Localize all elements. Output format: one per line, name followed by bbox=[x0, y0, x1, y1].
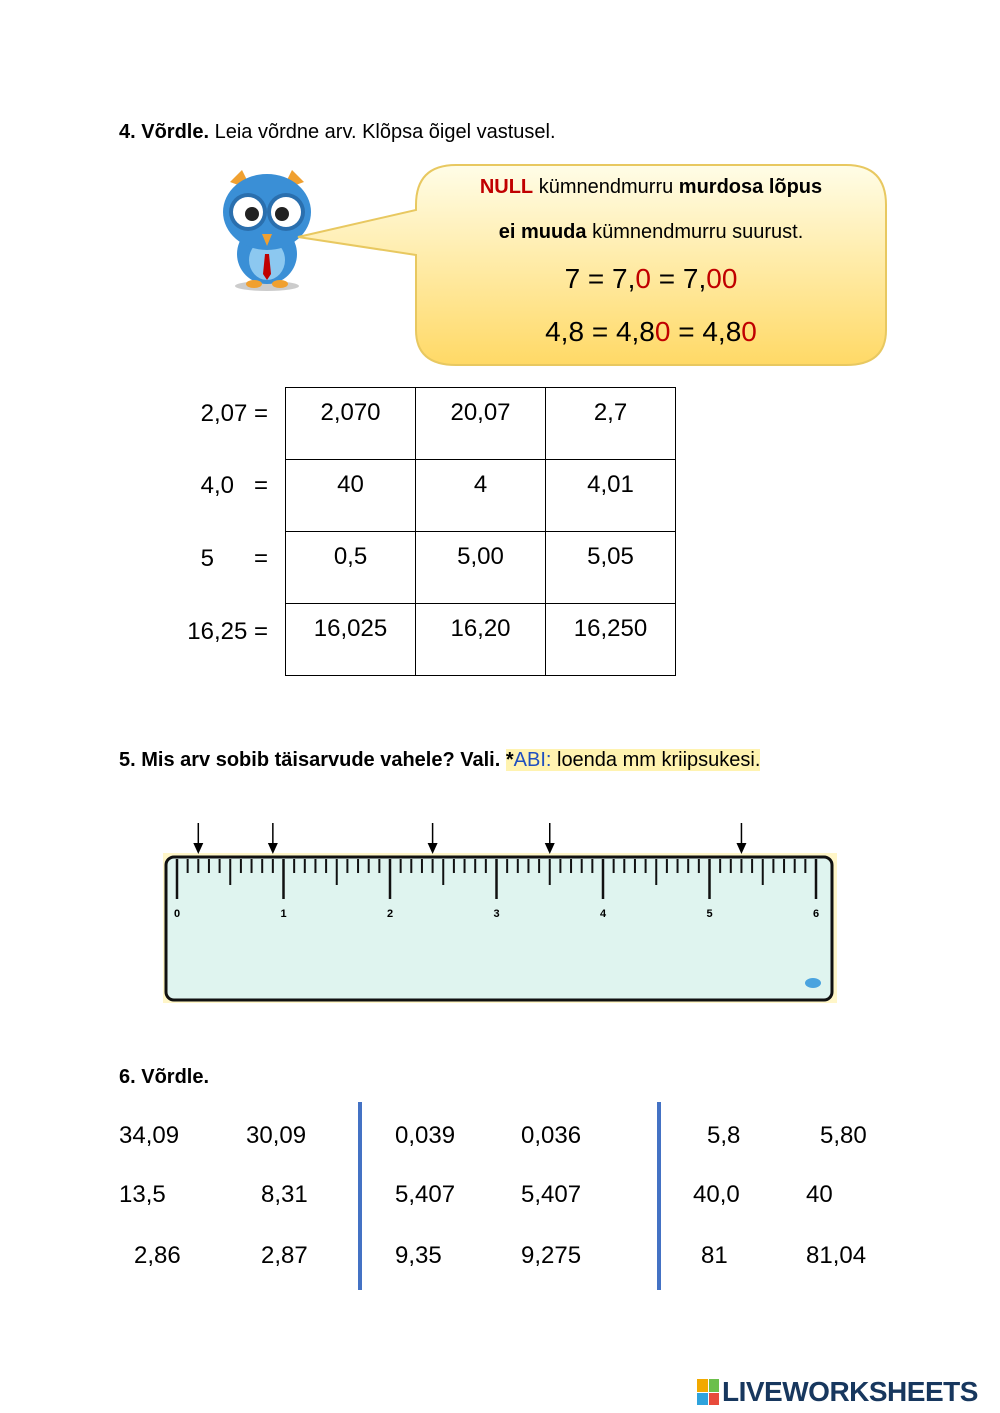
eq-zero: 0 bbox=[635, 263, 651, 294]
bubble-equation-2 bbox=[420, 316, 882, 348]
compare-right: 8,31 bbox=[261, 1181, 308, 1208]
compare-left: 40,0 bbox=[693, 1181, 740, 1208]
bubble-text: kümnendmurru suurust. bbox=[592, 221, 804, 243]
eq-part: = 4,8 bbox=[670, 316, 742, 347]
answer-option[interactable]: 2,070 bbox=[286, 388, 416, 460]
eq-part: = 7, bbox=[651, 263, 707, 294]
eq-part: 7 = 7, bbox=[564, 263, 636, 294]
compare-left: 0,039 bbox=[395, 1122, 456, 1149]
ruler-number: 2 bbox=[386, 908, 394, 920]
section-6-heading bbox=[119, 1066, 209, 1089]
answer-option[interactable]: 16,20 bbox=[416, 604, 546, 676]
null-word: NULL bbox=[479, 176, 534, 198]
bubble-bold-text: ei muuda bbox=[498, 221, 587, 243]
answer-option[interactable]: 2,7 bbox=[546, 388, 676, 460]
ruler-logo-icon bbox=[805, 978, 821, 988]
row-label: 2,07 = bbox=[200, 400, 268, 427]
hint-star: * bbox=[505, 749, 514, 771]
ruler-arrow[interactable] bbox=[736, 823, 746, 854]
answer-option[interactable]: 16,250 bbox=[546, 604, 676, 676]
answer-option[interactable]: 20,07 bbox=[416, 388, 546, 460]
compare-right: 5,80 bbox=[820, 1122, 867, 1149]
bubble-equation-1 bbox=[420, 263, 882, 295]
hint-label: ABI: bbox=[513, 749, 552, 771]
hint-box bbox=[506, 749, 761, 771]
answer-option[interactable]: 4 bbox=[416, 460, 546, 532]
row-label: 4,0 = bbox=[200, 472, 268, 499]
row-label: 5 = bbox=[200, 545, 268, 572]
answer-option[interactable]: 5,00 bbox=[416, 532, 546, 604]
compare-right: 9,275 bbox=[521, 1242, 582, 1269]
compare-left: 5,8 bbox=[707, 1122, 741, 1149]
ruler-number: 5 bbox=[706, 908, 713, 920]
ruler-number: 6 bbox=[812, 908, 820, 920]
ruler-arrow[interactable] bbox=[428, 823, 438, 854]
ruler-number: 0 bbox=[173, 908, 181, 920]
answer-grid bbox=[285, 387, 676, 676]
answer-option[interactable]: 4,01 bbox=[546, 460, 676, 532]
eq-zero: 0 bbox=[741, 316, 757, 347]
eq-zero: 00 bbox=[706, 263, 738, 294]
ruler-number: 1 bbox=[280, 908, 287, 920]
compare-left: 81 bbox=[701, 1242, 728, 1269]
row-label: 16,25 = bbox=[187, 618, 268, 645]
compare-right: 30,09 bbox=[246, 1122, 307, 1149]
logo-icon bbox=[697, 1379, 719, 1405]
compare-left: 13,5 bbox=[119, 1181, 166, 1208]
bubble-bold-text: murdosa lõpus bbox=[678, 176, 823, 198]
bubble-line-2 bbox=[420, 221, 882, 244]
compare-right: 2,87 bbox=[261, 1242, 308, 1269]
section-5-question: 5. Mis arv sobib täisarvude vahele? Vali. bbox=[119, 749, 501, 771]
section-4-instruction: Leia võrdne arv. Klõpsa õigel vastusel. bbox=[214, 121, 556, 143]
compare-right: 81,04 bbox=[806, 1242, 867, 1269]
column-divider bbox=[657, 1102, 661, 1290]
eq-part: 4,8 = 4,8 bbox=[545, 316, 655, 347]
ruler-arrow[interactable] bbox=[193, 823, 203, 854]
grid-row bbox=[286, 532, 676, 604]
section-4-heading bbox=[119, 121, 556, 144]
compare-left: 9,35 bbox=[395, 1242, 442, 1269]
logo-text: LIVEWORKSHEETS bbox=[722, 1376, 978, 1407]
compare-left: 2,86 bbox=[134, 1242, 181, 1269]
compare-right: 0,036 bbox=[521, 1122, 582, 1149]
grid-row bbox=[286, 604, 676, 676]
compare-right: 5,407 bbox=[521, 1181, 582, 1208]
answer-option[interactable]: 5,05 bbox=[546, 532, 676, 604]
bubble-text: kümnendmurru bbox=[538, 176, 674, 198]
bubble-line-1 bbox=[420, 176, 882, 199]
column-divider bbox=[358, 1102, 362, 1290]
compare-left: 5,407 bbox=[395, 1181, 456, 1208]
hint-text: loenda mm kriipsukesi. bbox=[551, 749, 761, 771]
grid-row bbox=[286, 388, 676, 460]
answer-option[interactable]: 40 bbox=[286, 460, 416, 532]
section-6-title: 6. Võrdle. bbox=[119, 1066, 210, 1088]
ruler-arrow[interactable] bbox=[545, 823, 555, 854]
ruler-arrow[interactable] bbox=[268, 823, 278, 854]
eq-zero: 0 bbox=[654, 316, 671, 347]
ruler bbox=[155, 815, 845, 1010]
compare-right: 40 bbox=[806, 1181, 833, 1208]
liveworksheets-logo[interactable] bbox=[697, 1376, 978, 1408]
ruler-number: 3 bbox=[493, 908, 500, 920]
compare-left: 34,09 bbox=[119, 1122, 180, 1149]
section-5-heading bbox=[119, 749, 760, 772]
grid-row bbox=[286, 460, 676, 532]
section-4-number: 4. Võrdle. bbox=[119, 121, 210, 143]
answer-option[interactable]: 16,025 bbox=[286, 604, 416, 676]
answer-option[interactable]: 0,5 bbox=[286, 532, 416, 604]
ruler-number: 4 bbox=[599, 908, 607, 920]
